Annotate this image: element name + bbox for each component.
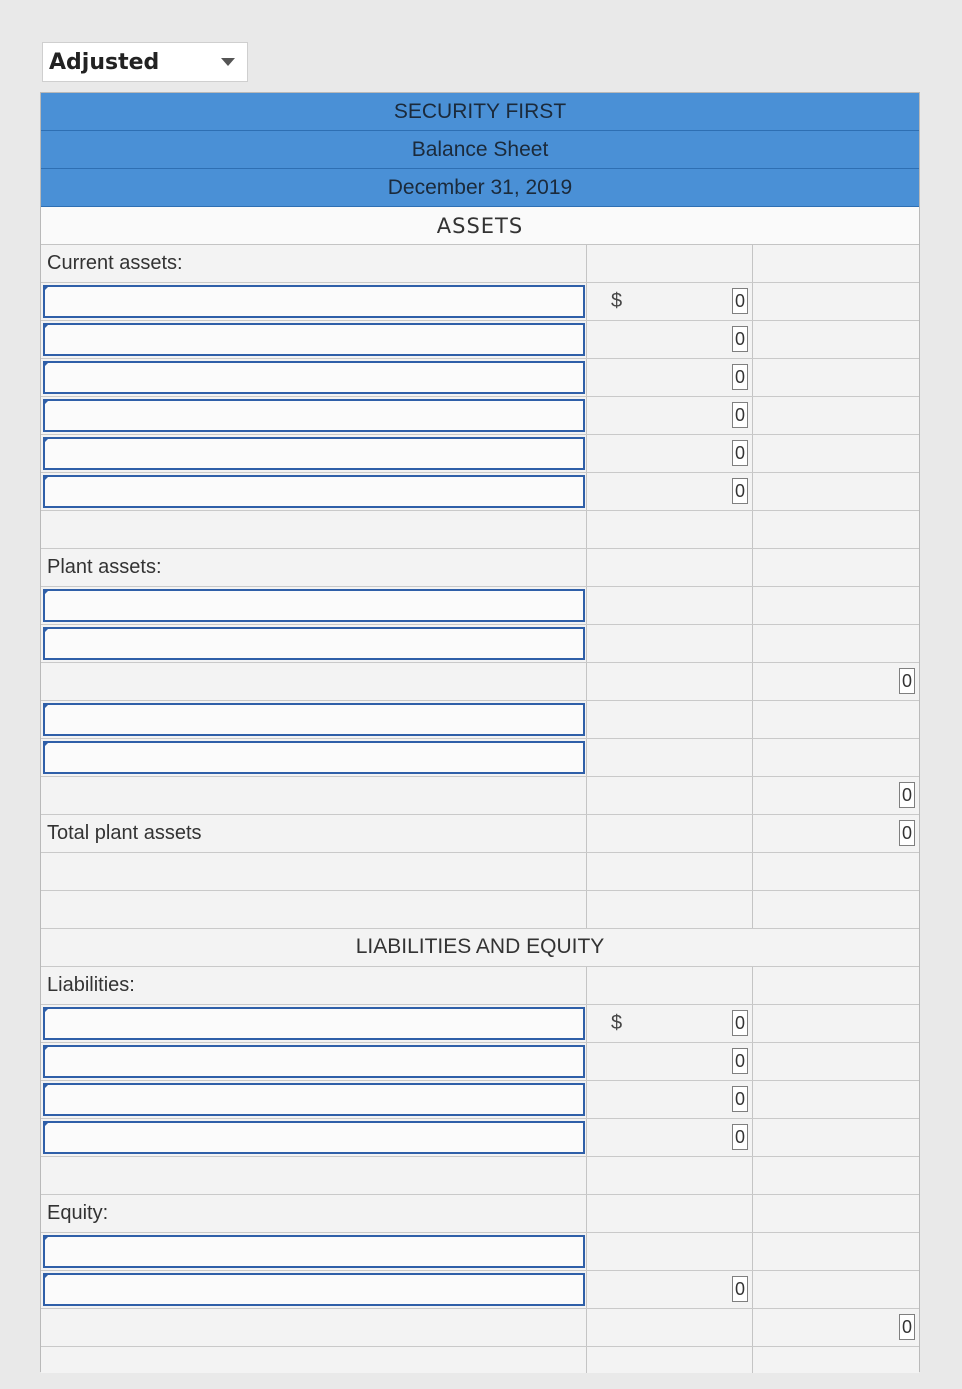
statement-name-header [41,131,919,169]
equity-account-input[interactable] [43,1273,585,1306]
plant-asset-account-input[interactable] [43,589,585,622]
table-row [41,1195,919,1233]
liability-account-input[interactable] [43,1121,585,1154]
liabilities-equity-title: LIABILITIES AND EQUITY [355,935,605,958]
dropdown-selected-value: Adjusted [49,49,160,75]
table-row [41,397,919,435]
liability-account-input[interactable] [43,1083,585,1116]
liability-amount[interactable]: 0 [732,1124,748,1150]
current-asset-amount[interactable]: 0 [732,440,748,466]
total-plant-assets-label: Total plant assets [47,822,202,844]
liability-amount[interactable]: 0 [732,1010,748,1036]
chevron-down-icon[interactable] [221,58,235,66]
table-row [41,663,919,701]
table-row [41,549,919,587]
current-asset-account-input[interactable] [43,285,585,318]
table-row [41,929,919,967]
table-row [41,1309,919,1347]
equity-amount[interactable]: 0 [732,1276,748,1302]
currency-symbol: $ [611,290,623,312]
equity-account-input[interactable] [43,1235,585,1268]
table-row [41,1233,919,1271]
current-asset-amount[interactable]: 0 [732,288,748,314]
table-row [41,853,919,891]
current-asset-account-input[interactable] [43,399,585,432]
table-row [41,1043,919,1081]
current-asset-amount[interactable]: 0 [732,364,748,390]
statement-name: Balance Sheet [411,137,549,161]
table-row [41,511,919,549]
table-row [41,1347,919,1373]
current-asset-account-input[interactable] [43,437,585,470]
table-row [41,473,919,511]
current-asset-amount[interactable]: 0 [732,326,748,352]
current-asset-account-input[interactable] [43,361,585,394]
current-asset-amount[interactable]: 0 [732,478,748,504]
table-row [41,1157,919,1195]
liability-amount[interactable]: 0 [732,1048,748,1074]
table-row [41,1119,919,1157]
liabilities-label: Liabilities: [47,974,135,996]
statement-date: December 31, 2019 [387,175,573,199]
table-row [41,891,919,929]
current-asset-account-input[interactable] [43,323,585,356]
plant-asset-account-input[interactable] [43,627,585,660]
currency-symbol: $ [611,1012,623,1034]
table-row [41,1005,919,1043]
plant-assets-label: Plant assets: [47,556,162,578]
table-row [41,777,919,815]
table-row [41,701,919,739]
table-row [41,739,919,777]
table-row [41,435,919,473]
current-asset-amount[interactable]: 0 [732,402,748,428]
table-row [41,283,919,321]
liability-amount[interactable]: 0 [732,1086,748,1112]
plant-asset-net-amount[interactable]: 0 [899,782,915,808]
statement-date-header [41,169,919,207]
total-liabilities-equity-amount[interactable]: 0 [899,1314,915,1340]
table-row [41,625,919,663]
table-row [41,967,919,1005]
liability-account-input[interactable] [43,1045,585,1078]
table-row [41,587,919,625]
table-row [41,321,919,359]
equity-label: Equity: [47,1202,109,1224]
current-assets-label: Current assets: [47,252,183,274]
table-row [41,245,919,283]
assets-title: ASSETS [41,207,919,245]
company-name: SECURITY FIRST [393,99,567,123]
table-row [41,1271,919,1309]
plant-asset-subtotal[interactable]: 0 [899,668,915,694]
plant-asset-account-input[interactable] [43,703,585,736]
table-row [41,815,919,853]
balance-sheet [40,92,920,1372]
total-plant-assets-amount[interactable]: 0 [899,820,915,846]
statement-type-dropdown[interactable] [42,42,248,82]
liability-account-input[interactable] [43,1007,585,1040]
company-name-header [41,93,919,131]
table-row [41,1081,919,1119]
table-row [41,359,919,397]
current-asset-account-input[interactable] [43,475,585,508]
plant-asset-account-input[interactable] [43,741,585,774]
